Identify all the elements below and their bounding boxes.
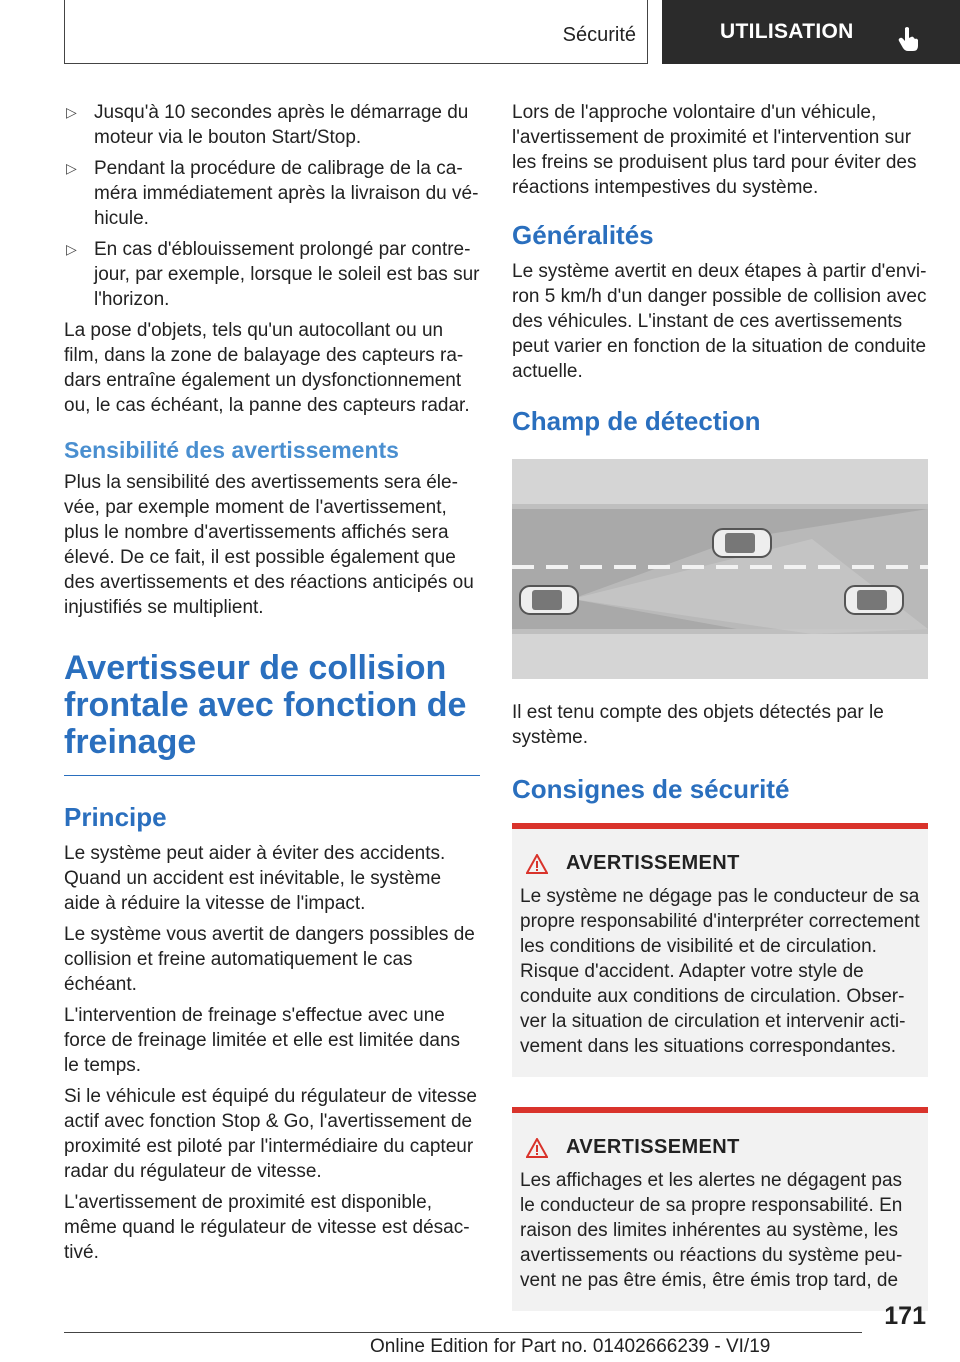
page-number: 171 [884,1302,926,1330]
detection-field-illustration [512,459,928,679]
paragraph-sensibilite: Plus la sensibilité des avertissements sera élevée, par exemple moment de l'avertissement, plus le nombre d'avertissements affichés sera élevé. De ce fait, il est possible également que des avertissements et des réactions anticipés ou injustifiés se multiplient. [64,472,474,618]
list-item: ▷ Jusqu'à 10 secondes après le démarrage du moteur via le bouton Start/Stop. [66,102,469,148]
paragraph-principe-1: Le système peut aider à éviter des accidents. Quand un accident est inévitable, le système aide à réduire la vitesse de l'impact. [64,843,446,914]
warning-triangle-icon [526,854,548,874]
heading-principe: Principe [64,802,167,832]
footer-divider [64,1332,862,1333]
left-column [64,100,480,1271]
right-column [512,100,928,1311]
bullet-triangle-icon: ▷ [66,160,77,176]
header-chapter-tab [662,0,960,64]
warning-title: AVERTISSEMENT [566,852,740,874]
warning-text: Les affichages et les alertes ne dégagent pas le conducteur de sa propre responsabilité. En raison des limites inhérentes au système, les avertissements ou réactions du système peuvent ne pas être émis, être émis trop tard, de [520,1170,903,1291]
bullet-triangle-icon: ▷ [66,241,77,257]
footer-edition: Online Edition for Part no. 01402666239 - VI/19 [370,1336,771,1357]
header-chapter-title: UTILISATION [720,20,854,43]
paragraph-principe-5: L'avertissement de proximité est disponible, même quand le régulateur de vitesse est désactivé. [64,1192,470,1263]
warning-text: Le système ne dégage pas le conducteur de sa propre responsabilité d'interpréter correctement les conditions de visibilité et de circulation. Risque d'accident. Adapter votre style de conduite aux conditions de circulation. Observer la situation de circulation et intervenir activement dans les situations correspondantes. [520,886,920,1057]
figure-caption: Il est tenu compte des objets détectés par le système. [512,702,884,748]
header-frame [64,0,648,64]
header-section-title: Sécurité [562,24,636,46]
heading-avertisseur-collision: Avertisseur de collision frontale avec fonction de freinage [64,649,467,761]
heading-sensibilite: Sensibilité des avertissements [64,437,399,463]
list-item: ▷ En cas d'éblouissement prolongé par contre-jour, par exemple, lorsque le soleil est bas sur l'horizon. [66,239,480,310]
warning-triangle-icon [526,1138,548,1158]
condition-bullet-list [64,100,480,312]
car-own-icon [520,586,578,614]
warning-title: AVERTISSEMENT [566,1136,740,1158]
paragraph-objets: La pose d'objets, tels qu'un autocollant ou un film, dans la zone de balayage des capteurs radars entraîne également un dysfonctionnement ou, le cas échéant, la panne des capteurs radar. [64,320,470,416]
list-item: ▷ Pendant la procédure de calibrage de la caméra immédiatement après la livraison du véhicule. [66,158,479,229]
paragraph-principe-3: L'intervention de freinage s'effectue avec une force de freinage limitée et elle est limitée dans le temps. [64,1005,461,1076]
heading-divider [64,775,480,776]
heading-consignes: Consignes de sécurité [512,774,790,804]
car-ahead-icon [713,529,771,557]
paragraph-principe-4: Si le véhicule est équipé du régulateur de vitesse actif avec fonction Stop & Go, l'avertissement de proximité est piloté par l'intermédiaire du capteur radar du régulateur de vitesse. [64,1086,477,1182]
car-adjacent-icon [845,586,903,614]
warning-box-1 [512,823,928,1077]
paragraph-approche: Lors de l'approche volontaire d'un véhicule, l'avertissement de proximité et l'intervention sur les freins se produisent plus tard pour éviter des réactions intempestives du système. [512,102,917,198]
paragraph-generalites: Le système avertit en deux étapes à partir d'environ 5 km/h d'un danger possible de collision avec des véhicules. L'instant de ces avertissements peut varier en fonction de la situation de conduite actuelle. [512,261,927,382]
touch-hand-icon [898,26,920,52]
paragraph-principe-2: Le système vous avertit de dangers possibles de collision et freine automatiquement le cas échéant. [64,924,475,995]
bullet-triangle-icon: ▷ [66,104,77,120]
heading-champ-detection: Champ de détection [512,406,761,436]
heading-generalites: Généralités [512,220,654,250]
warning-box-2 [512,1107,928,1311]
